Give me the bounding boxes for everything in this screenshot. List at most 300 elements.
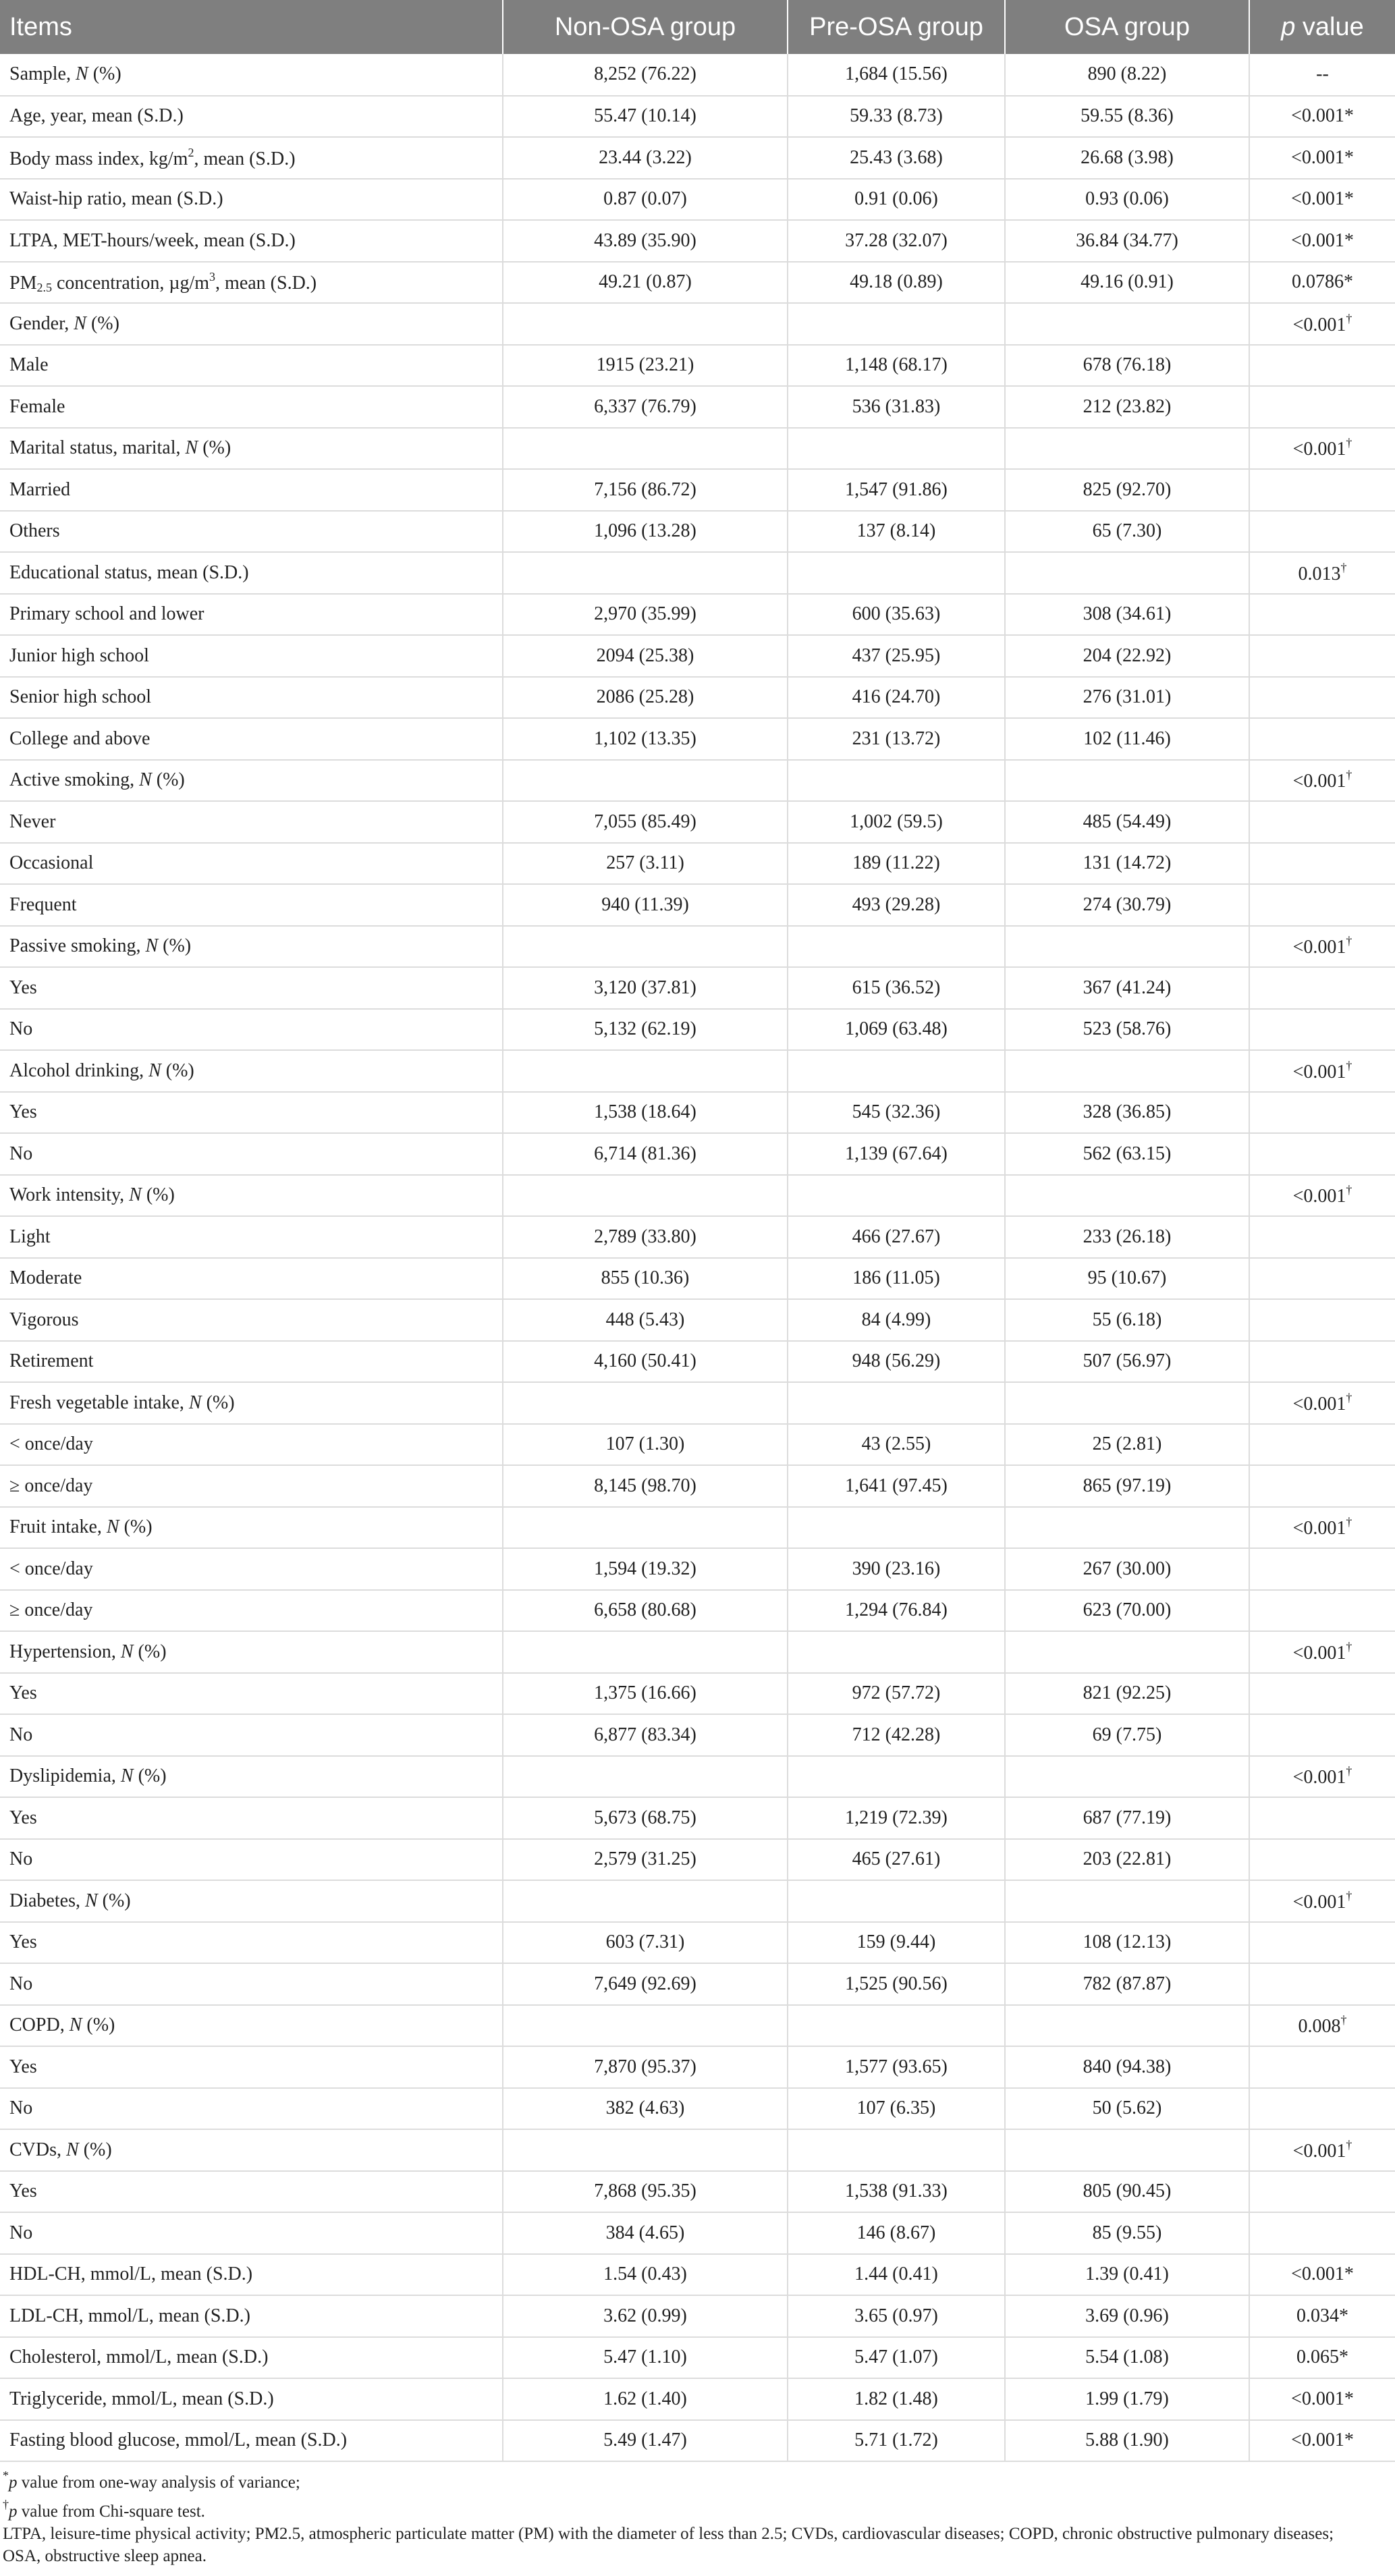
table-row [0, 1673, 1395, 1715]
cell-pre-osa: 3.65 (0.97) [788, 2295, 1005, 2337]
cell-non-osa: 2086 (25.28) [503, 677, 788, 719]
table-row [0, 2254, 1395, 2296]
cell-osa: 840 (94.38) [1005, 2046, 1249, 2088]
cell-p-value [1249, 1092, 1395, 1134]
row-label: Cholesterol, mmol/L, mean (S.D.) [0, 2337, 503, 2379]
row-label: Never [0, 801, 503, 843]
table-row [0, 1050, 1395, 1092]
cell-osa: 308 (34.61) [1005, 594, 1249, 636]
table-row [0, 345, 1395, 387]
cell-p-value: <0.001† [1249, 1507, 1395, 1549]
table-row [0, 1341, 1395, 1383]
cell-p-value: 0.013† [1249, 552, 1395, 594]
cell-osa [1005, 1175, 1249, 1217]
cell-non-osa: 6,714 (81.36) [503, 1133, 788, 1175]
cell-non-osa: 5.47 (1.10) [503, 2337, 788, 2379]
row-label: < once/day [0, 1424, 503, 1466]
cell-osa: 328 (36.85) [1005, 1092, 1249, 1134]
table-row [0, 1507, 1395, 1549]
cell-osa: 782 (87.87) [1005, 1963, 1249, 2005]
cell-osa: 3.69 (0.96) [1005, 2295, 1249, 2337]
cell-osa: 26.68 (3.98) [1005, 137, 1249, 179]
cell-pre-osa [788, 428, 1005, 470]
cell-p-value: <0.001† [1249, 1050, 1395, 1092]
table-row [0, 2337, 1395, 2379]
table-row [0, 760, 1395, 802]
table-row [0, 1631, 1395, 1673]
header-items: Items [0, 0, 503, 54]
cell-p-value [1249, 2088, 1395, 2130]
header-osa: OSA group [1005, 0, 1249, 54]
cell-non-osa: 6,658 (80.68) [503, 1590, 788, 1632]
header-p-value [1249, 0, 1395, 54]
cell-p-value [1249, 677, 1395, 719]
cell-pre-osa: 1,577 (93.65) [788, 2046, 1005, 2088]
cell-pre-osa: 948 (56.29) [788, 1341, 1005, 1383]
row-label: Body mass index, $kg/m^2$, mean (S.D.) [0, 137, 503, 179]
header-non-osa: Non-OSA group [503, 0, 788, 54]
cell-osa: 204 (22.92) [1005, 635, 1249, 677]
cell-p-value: 0.065* [1249, 2337, 1395, 2379]
cell-pre-osa [788, 760, 1005, 802]
cell-pre-osa [788, 552, 1005, 594]
cell-non-osa [503, 2005, 788, 2047]
cell-osa: 0.93 (0.06) [1005, 179, 1249, 221]
cell-non-osa: 5,673 (68.75) [503, 1797, 788, 1839]
table-row [0, 1839, 1395, 1881]
cell-p-value [1249, 1673, 1395, 1715]
cell-p-value [1249, 718, 1395, 760]
cell-osa: 95 (10.67) [1005, 1258, 1249, 1300]
cell-non-osa: 5,132 (62.19) [503, 1009, 788, 1051]
table-row [0, 2088, 1395, 2130]
cell-osa: 203 (22.81) [1005, 1839, 1249, 1881]
cell-osa: 367 (41.24) [1005, 967, 1249, 1009]
cell-osa [1005, 1382, 1249, 1424]
cell-p-value [1249, 801, 1395, 843]
table-row [0, 677, 1395, 719]
cell-osa: 49.16 (0.91) [1005, 262, 1249, 304]
cell-pre-osa: 465 (27.61) [788, 1839, 1005, 1881]
row-label: Diabetes, N (%) [0, 1880, 503, 1922]
cell-non-osa [503, 1050, 788, 1092]
cell-pre-osa: 712 (42.28) [788, 1714, 1005, 1756]
cell-p-value [1249, 1009, 1395, 1051]
row-label: Dyslipidemia, N (%) [0, 1756, 503, 1798]
row-label: Yes [0, 2046, 503, 2088]
cell-p-value [1249, 884, 1395, 926]
cell-osa: 212 (23.82) [1005, 386, 1249, 428]
row-label: Yes [0, 967, 503, 1009]
table-row [0, 262, 1395, 304]
row-label: Retirement [0, 1341, 503, 1383]
row-label: HDL-CH, mmol/L, mean (S.D.) [0, 2254, 503, 2296]
row-label: < once/day [0, 1548, 503, 1590]
table-header-row [0, 0, 1395, 54]
cell-non-osa: 1,375 (16.66) [503, 1673, 788, 1715]
cell-pre-osa [788, 1050, 1005, 1092]
row-label: Fruit intake, N (%) [0, 1507, 503, 1549]
cell-osa: 50 (5.62) [1005, 2088, 1249, 2130]
cell-pre-osa: 1,547 (91.86) [788, 469, 1005, 511]
cell-non-osa: 2,579 (31.25) [503, 1839, 788, 1881]
cell-osa: 523 (58.76) [1005, 1009, 1249, 1051]
cell-osa: 65 (7.30) [1005, 511, 1249, 553]
row-label: No [0, 1133, 503, 1175]
table-row [0, 884, 1395, 926]
cell-pre-osa [788, 1880, 1005, 1922]
cell-non-osa: 2,789 (33.80) [503, 1216, 788, 1258]
cell-p-value [1249, 635, 1395, 677]
footnote-osa: OSA, obstructive sleep apnea. [3, 2547, 207, 2565]
table-row [0, 1590, 1395, 1632]
cell-osa: 233 (26.18) [1005, 1216, 1249, 1258]
row-label: No [0, 1714, 503, 1756]
row-label: Sample, N (%) [0, 54, 503, 96]
table-row [0, 1880, 1395, 1922]
cell-pre-osa: 159 (9.44) [788, 1922, 1005, 1964]
table-row [0, 179, 1395, 221]
cell-osa: 623 (70.00) [1005, 1590, 1249, 1632]
row-label: Male [0, 345, 503, 387]
table-row [0, 511, 1395, 553]
cell-pre-osa: 1,219 (72.39) [788, 1797, 1005, 1839]
table-row [0, 54, 1395, 96]
table-row [0, 2378, 1395, 2420]
cell-pre-osa [788, 1382, 1005, 1424]
row-label: ≥ once/day [0, 1465, 503, 1507]
cell-osa [1005, 303, 1249, 345]
cell-p-value: <0.001* [1249, 220, 1395, 262]
cell-non-osa: 7,055 (85.49) [503, 801, 788, 843]
row-label: LTPA, MET-hours/week, mean (S.D.) [0, 220, 503, 262]
table-row [0, 1548, 1395, 1590]
cell-non-osa: 1,594 (19.32) [503, 1548, 788, 1590]
cell-osa: 485 (54.49) [1005, 801, 1249, 843]
cell-p-value: <0.001* [1249, 179, 1395, 221]
table-row [0, 594, 1395, 636]
row-label: Hypertension, N (%) [0, 1631, 503, 1673]
row-label: Moderate [0, 1258, 503, 1300]
cell-osa [1005, 552, 1249, 594]
cell-osa: 59.55 (8.36) [1005, 96, 1249, 138]
cell-non-osa: 603 (7.31) [503, 1922, 788, 1964]
row-label: Frequent [0, 884, 503, 926]
cell-non-osa: 7,156 (86.72) [503, 469, 788, 511]
cell-p-value [1249, 1590, 1395, 1632]
row-label: Senior high school [0, 677, 503, 719]
cell-non-osa: 1,102 (13.35) [503, 718, 788, 760]
cell-osa: 102 (11.46) [1005, 718, 1249, 760]
cell-non-osa: 3.62 (0.99) [503, 2295, 788, 2337]
header-pre-osa: Pre-OSA group [788, 0, 1005, 54]
table-footnotes [0, 2465, 1395, 2567]
cell-osa [1005, 760, 1249, 802]
table-row [0, 1797, 1395, 1839]
cell-p-value [1249, 2171, 1395, 2213]
row-label: ≥ once/day [0, 1590, 503, 1632]
cell-pre-osa [788, 1631, 1005, 1673]
row-label: Alcohol drinking, N (%) [0, 1050, 503, 1092]
row-label: Educational status, mean (S.D.) [0, 552, 503, 594]
row-label: $PM_{2.5}$ concentration, $\mu g/m^3$, mean (S.D.) [0, 262, 503, 304]
cell-pre-osa: 437 (25.95) [788, 635, 1005, 677]
row-label: Light [0, 1216, 503, 1258]
cell-non-osa: 0.87 (0.07) [503, 179, 788, 221]
cell-pre-osa: 1,069 (63.48) [788, 1009, 1005, 1051]
cell-p-value [1249, 1133, 1395, 1175]
cell-osa [1005, 1631, 1249, 1673]
cell-non-osa: 382 (4.63) [503, 2088, 788, 2130]
cell-pre-osa [788, 926, 1005, 968]
cell-osa: 865 (97.19) [1005, 1465, 1249, 1507]
table-row [0, 1756, 1395, 1798]
table-row [0, 2420, 1395, 2462]
table-row [0, 1009, 1395, 1051]
cell-p-value [1249, 1922, 1395, 1964]
table-row [0, 137, 1395, 179]
row-label: No [0, 2088, 503, 2130]
cell-pre-osa: 43 (2.55) [788, 1424, 1005, 1466]
cell-non-osa: 1,538 (18.64) [503, 1092, 788, 1134]
cell-pre-osa: 1,002 (59.5) [788, 801, 1005, 843]
cell-osa: 1.39 (0.41) [1005, 2254, 1249, 2296]
cell-non-osa [503, 1382, 788, 1424]
table-row [0, 1922, 1395, 1964]
cell-p-value [1249, 345, 1395, 387]
cell-non-osa: 1.62 (1.40) [503, 2378, 788, 2420]
row-label: Waist-hip ratio, mean (S.D.) [0, 179, 503, 221]
cell-osa: 85 (9.55) [1005, 2212, 1249, 2254]
cell-p-value: <0.001† [1249, 760, 1395, 802]
row-label: Fresh vegetable intake, N (%) [0, 1382, 503, 1424]
cell-p-value: 0.034* [1249, 2295, 1395, 2337]
cell-osa: 267 (30.00) [1005, 1548, 1249, 1590]
table-row [0, 428, 1395, 470]
cell-osa: 131 (14.72) [1005, 843, 1249, 885]
cell-p-value [1249, 2046, 1395, 2088]
cell-pre-osa: 59.33 (8.73) [788, 96, 1005, 138]
cell-p-value [1249, 386, 1395, 428]
cell-osa: 890 (8.22) [1005, 54, 1249, 96]
cell-p-value [1249, 1465, 1395, 1507]
row-label: Vigorous [0, 1299, 503, 1341]
cell-non-osa: 43.89 (35.90) [503, 220, 788, 262]
cell-osa: 562 (63.15) [1005, 1133, 1249, 1175]
cell-pre-osa: 1,294 (76.84) [788, 1590, 1005, 1632]
cell-p-value [1249, 1299, 1395, 1341]
cell-p-value [1249, 469, 1395, 511]
cell-non-osa: 49.21 (0.87) [503, 262, 788, 304]
cell-non-osa [503, 428, 788, 470]
cell-p-value: <0.001† [1249, 303, 1395, 345]
cell-p-value: -- [1249, 54, 1395, 96]
cell-non-osa: 8,252 (76.22) [503, 54, 788, 96]
table-body [0, 54, 1395, 2461]
table-row [0, 552, 1395, 594]
cell-osa: 507 (56.97) [1005, 1341, 1249, 1383]
table-row [0, 1092, 1395, 1134]
cell-osa: 36.84 (34.77) [1005, 220, 1249, 262]
cell-osa: 274 (30.79) [1005, 884, 1249, 926]
table-row [0, 2129, 1395, 2171]
table-row [0, 1175, 1395, 1217]
footnote-abbreviations: LTPA, leisure-time physical activity; PM2.5, atmospheric particulate matter (PM) with the diameter of less than 2.5; CVDs, cardiovascular diseases; COPD, chronic obstructive pulmonary diseases; [3, 2525, 1334, 2543]
cell-p-value: <0.001† [1249, 1631, 1395, 1673]
table-row [0, 220, 1395, 262]
cell-osa [1005, 428, 1249, 470]
cell-osa: 687 (77.19) [1005, 1797, 1249, 1839]
row-label: Age, year, mean (S.D.) [0, 96, 503, 138]
table-row [0, 1382, 1395, 1424]
cell-pre-osa [788, 2129, 1005, 2171]
cell-non-osa: 4,160 (50.41) [503, 1341, 788, 1383]
cell-osa: 108 (12.13) [1005, 1922, 1249, 1964]
table-row [0, 967, 1395, 1009]
cell-pre-osa: 146 (8.67) [788, 2212, 1005, 2254]
row-label: Yes [0, 1922, 503, 1964]
table-row [0, 843, 1395, 885]
cell-non-osa [503, 1880, 788, 1922]
cell-pre-osa: 1,641 (97.45) [788, 1465, 1005, 1507]
cell-non-osa [503, 926, 788, 968]
table-row [0, 1963, 1395, 2005]
cell-pre-osa [788, 1756, 1005, 1798]
table-row [0, 2005, 1395, 2047]
cell-osa: 69 (7.75) [1005, 1714, 1249, 1756]
row-label: CVDs, N (%) [0, 2129, 503, 2171]
cell-osa: 25 (2.81) [1005, 1424, 1249, 1466]
table-row [0, 1714, 1395, 1756]
cell-pre-osa: 600 (35.63) [788, 594, 1005, 636]
cell-pre-osa: 84 (4.99) [788, 1299, 1005, 1341]
row-label: Passive smoking, N (%) [0, 926, 503, 968]
table-row [0, 96, 1395, 138]
row-label: Yes [0, 1092, 503, 1134]
cell-pre-osa: 5.71 (1.72) [788, 2420, 1005, 2462]
row-label: Female [0, 386, 503, 428]
row-label: College and above [0, 718, 503, 760]
cell-p-value: 0.008† [1249, 2005, 1395, 2047]
row-label: Work intensity, N (%) [0, 1175, 503, 1217]
cell-p-value [1249, 1839, 1395, 1881]
footnote-anova: *p value from one-way analysis of variance; [3, 2469, 300, 2492]
cell-pre-osa: 1.44 (0.41) [788, 2254, 1005, 2296]
cell-osa: 276 (31.01) [1005, 677, 1249, 719]
table-row [0, 1424, 1395, 1466]
cell-osa: 5.88 (1.90) [1005, 2420, 1249, 2462]
cell-non-osa: 6,337 (76.79) [503, 386, 788, 428]
row-label: Junior high school [0, 635, 503, 677]
row-label: No [0, 2212, 503, 2254]
row-label: Married [0, 469, 503, 511]
cell-osa [1005, 1507, 1249, 1549]
cell-p-value [1249, 594, 1395, 636]
cell-osa: 821 (92.25) [1005, 1673, 1249, 1715]
cell-pre-osa: 1,538 (91.33) [788, 2171, 1005, 2213]
cell-p-value [1249, 1216, 1395, 1258]
row-label: Yes [0, 1673, 503, 1715]
cell-p-value: <0.001* [1249, 2254, 1395, 2296]
cell-non-osa: 8,145 (98.70) [503, 1465, 788, 1507]
cell-p-value [1249, 843, 1395, 885]
cell-non-osa [503, 552, 788, 594]
cell-non-osa [503, 1175, 788, 1217]
cell-p-value: <0.001* [1249, 137, 1395, 179]
cell-osa [1005, 2129, 1249, 2171]
row-label: No [0, 1963, 503, 2005]
table-row [0, 926, 1395, 968]
cell-pre-osa: 49.18 (0.89) [788, 262, 1005, 304]
cell-non-osa: 257 (3.11) [503, 843, 788, 885]
cell-pre-osa [788, 1507, 1005, 1549]
cell-p-value [1249, 1797, 1395, 1839]
cell-p-value [1249, 2212, 1395, 2254]
row-label: Marital status, marital, N (%) [0, 428, 503, 470]
cell-non-osa: 448 (5.43) [503, 1299, 788, 1341]
cell-non-osa: 5.49 (1.47) [503, 2420, 788, 2462]
cell-pre-osa: 1,684 (15.56) [788, 54, 1005, 96]
table-row [0, 635, 1395, 677]
cell-non-osa: 855 (10.36) [503, 1258, 788, 1300]
row-label: Yes [0, 2171, 503, 2213]
cell-p-value: <0.001† [1249, 428, 1395, 470]
cell-pre-osa: 536 (31.83) [788, 386, 1005, 428]
cell-pre-osa: 189 (11.22) [788, 843, 1005, 885]
cell-p-value [1249, 1424, 1395, 1466]
cell-pre-osa: 107 (6.35) [788, 2088, 1005, 2130]
cell-p-value [1249, 1341, 1395, 1383]
cell-pre-osa: 5.47 (1.07) [788, 2337, 1005, 2379]
cell-osa: 805 (90.45) [1005, 2171, 1249, 2213]
cell-osa [1005, 1050, 1249, 1092]
row-label: No [0, 1009, 503, 1051]
cell-p-value [1249, 1963, 1395, 2005]
cell-osa: 55 (6.18) [1005, 1299, 1249, 1341]
row-label: Active smoking, N (%) [0, 760, 503, 802]
table-row [0, 801, 1395, 843]
table-row [0, 2212, 1395, 2254]
cell-pre-osa: 186 (11.05) [788, 1258, 1005, 1300]
cell-osa: 678 (76.18) [1005, 345, 1249, 387]
cell-non-osa: 55.47 (10.14) [503, 96, 788, 138]
cell-non-osa: 384 (4.65) [503, 2212, 788, 2254]
cell-non-osa: 1915 (23.21) [503, 345, 788, 387]
cell-pre-osa: 0.91 (0.06) [788, 179, 1005, 221]
cell-non-osa [503, 760, 788, 802]
table-row [0, 386, 1395, 428]
table-row [0, 2295, 1395, 2337]
cell-p-value: <0.001* [1249, 2378, 1395, 2420]
table-row [0, 718, 1395, 760]
row-label: Others [0, 511, 503, 553]
cell-non-osa: 7,870 (95.37) [503, 2046, 788, 2088]
row-label: COPD, N (%) [0, 2005, 503, 2047]
row-label: Occasional [0, 843, 503, 885]
table-row [0, 1216, 1395, 1258]
cell-non-osa: 7,868 (95.35) [503, 2171, 788, 2213]
cell-pre-osa [788, 2005, 1005, 2047]
cell-non-osa: 7,649 (92.69) [503, 1963, 788, 2005]
table-row [0, 1465, 1395, 1507]
cell-pre-osa: 1,525 (90.56) [788, 1963, 1005, 2005]
cell-non-osa: 940 (11.39) [503, 884, 788, 926]
row-label: Gender, N (%) [0, 303, 503, 345]
cell-osa: 5.54 (1.08) [1005, 2337, 1249, 2379]
row-label: LDL-CH, mmol/L, mean (S.D.) [0, 2295, 503, 2337]
cell-non-osa: 23.44 (3.22) [503, 137, 788, 179]
cell-osa [1005, 926, 1249, 968]
